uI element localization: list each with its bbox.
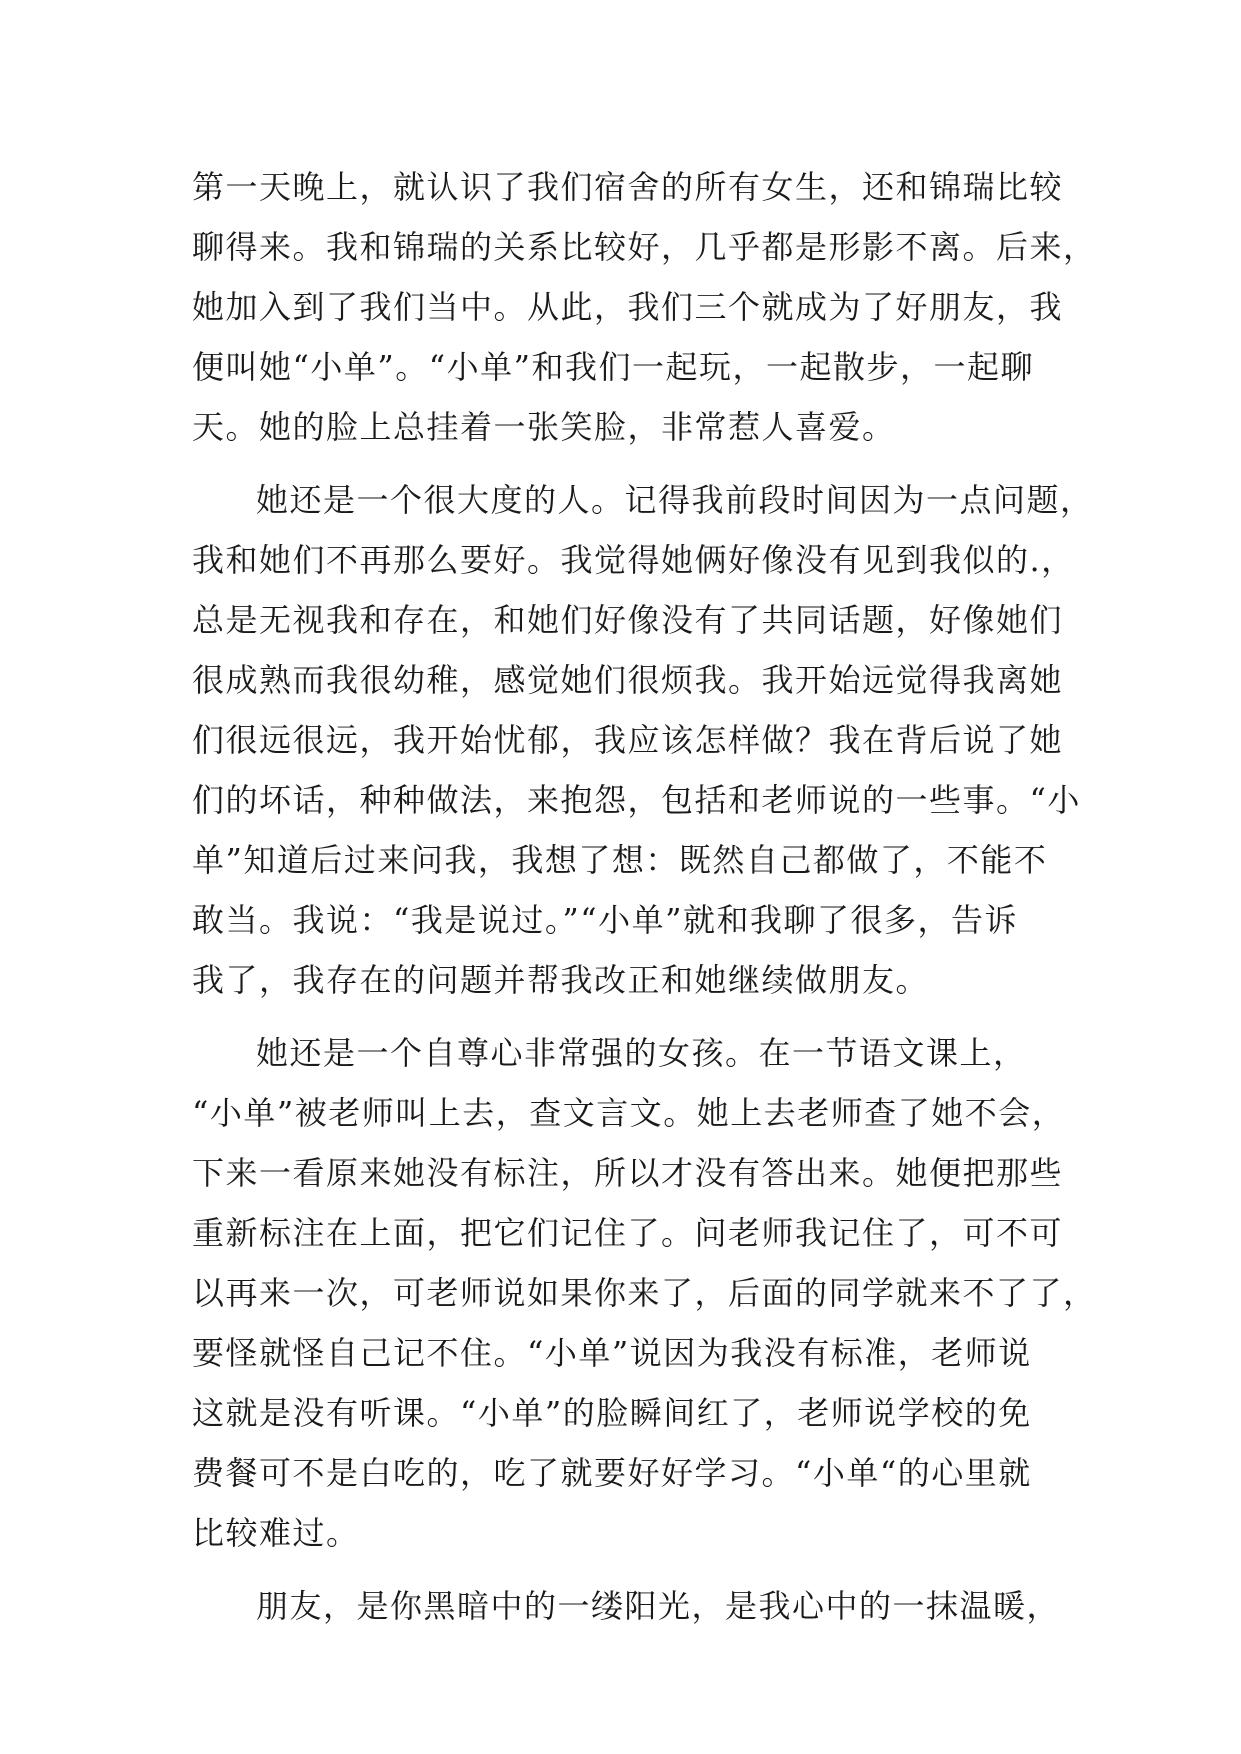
- text-line: 比较难过。: [192, 1514, 360, 1552]
- text-line: 下来一看原来她没有标注，所以才没有答出来。她便把那些: [192, 1154, 1064, 1192]
- text-line: 要怪就怪自己记不住。“小单”说因为我没有标准，老师说: [192, 1334, 1032, 1372]
- paragraph: [192, 157, 1097, 457]
- text-line: 天。她的脸上总挂着一张笑脸，非常惹人喜爱。: [192, 408, 896, 446]
- paragraph: [192, 470, 1094, 1010]
- text-line: 重新标注在上面，把它们记住了。问老师我记住了，可不可: [192, 1214, 1064, 1252]
- paragraph: [192, 1023, 1097, 1563]
- text-line: 总是无视我和存在，和她们好像没有了共同话题，好像她们: [192, 601, 1064, 639]
- paragraph-spacing: [192, 1563, 1072, 1576]
- text-line: 她还是一个很大度的人。记得我前段时间因为一点问题，: [256, 481, 1094, 519]
- text-line: 我和她们不再那么要好。我觉得她俩好像没有见到我似的.，: [192, 541, 1075, 579]
- text-line: 我了，我存在的问题并帮我改正和她继续做朋友。: [192, 961, 930, 999]
- text-line: 单”知道后过来问我，我想了想：既然自己都做了，不能不: [192, 841, 1048, 879]
- text-line: 费餐可不是白吃的，吃了就要好好学习。“小单“的心里就: [192, 1454, 1032, 1492]
- text-line: 这就是没有听课。“小单”的脸瞬间红了，老师说学校的免: [192, 1394, 1032, 1432]
- text-line: 第一天晚上，就认识了我们宿舍的所有女生，还和锦瑞比较: [192, 168, 1064, 206]
- paragraph: [192, 1576, 1072, 1636]
- paragraph-spacing: [192, 457, 1072, 470]
- text-line: 朋友，是你黑暗中的一缕阳光，是我心中的一抹温暖，: [256, 1587, 1061, 1625]
- text-line: 很成熟而我很幼稚，感觉她们很烦我。我开始远觉得我离她: [192, 661, 1064, 699]
- text-line: 敢当。我说：“我是说过。”“小单”就和我聊了很多，告诉: [192, 901, 1018, 939]
- text-line: 以再来一次，可老师说如果你来了，后面的同学就来不了了，: [192, 1274, 1097, 1312]
- text-line: 她还是一个自尊心非常强的女孩。在一节语文课上，: [256, 1034, 1027, 1072]
- text-line: 聊得来。我和锦瑞的关系比较好，几乎都是形影不离。后来，: [192, 228, 1097, 266]
- text-line: 们很远很远，我开始忧郁，我应该怎样做？我在背后说了她: [192, 721, 1064, 759]
- text-line: 她加入到了我们当中。从此，我们三个就成为了好朋友，我: [192, 288, 1064, 326]
- text-line: 们的坏话，种种做法，来抱怨，包括和老师说的一些事。“小: [192, 781, 1081, 819]
- paragraph-spacing: [192, 1010, 1072, 1023]
- text-line: 便叫她“小单”。“小单”和我们一起玩，一起散步，一起聊: [192, 348, 1034, 386]
- text-line: “小单”被老师叫上去，查文言文。她上去老师查了她不会，: [192, 1094, 1066, 1132]
- document-body: [192, 157, 1097, 1636]
